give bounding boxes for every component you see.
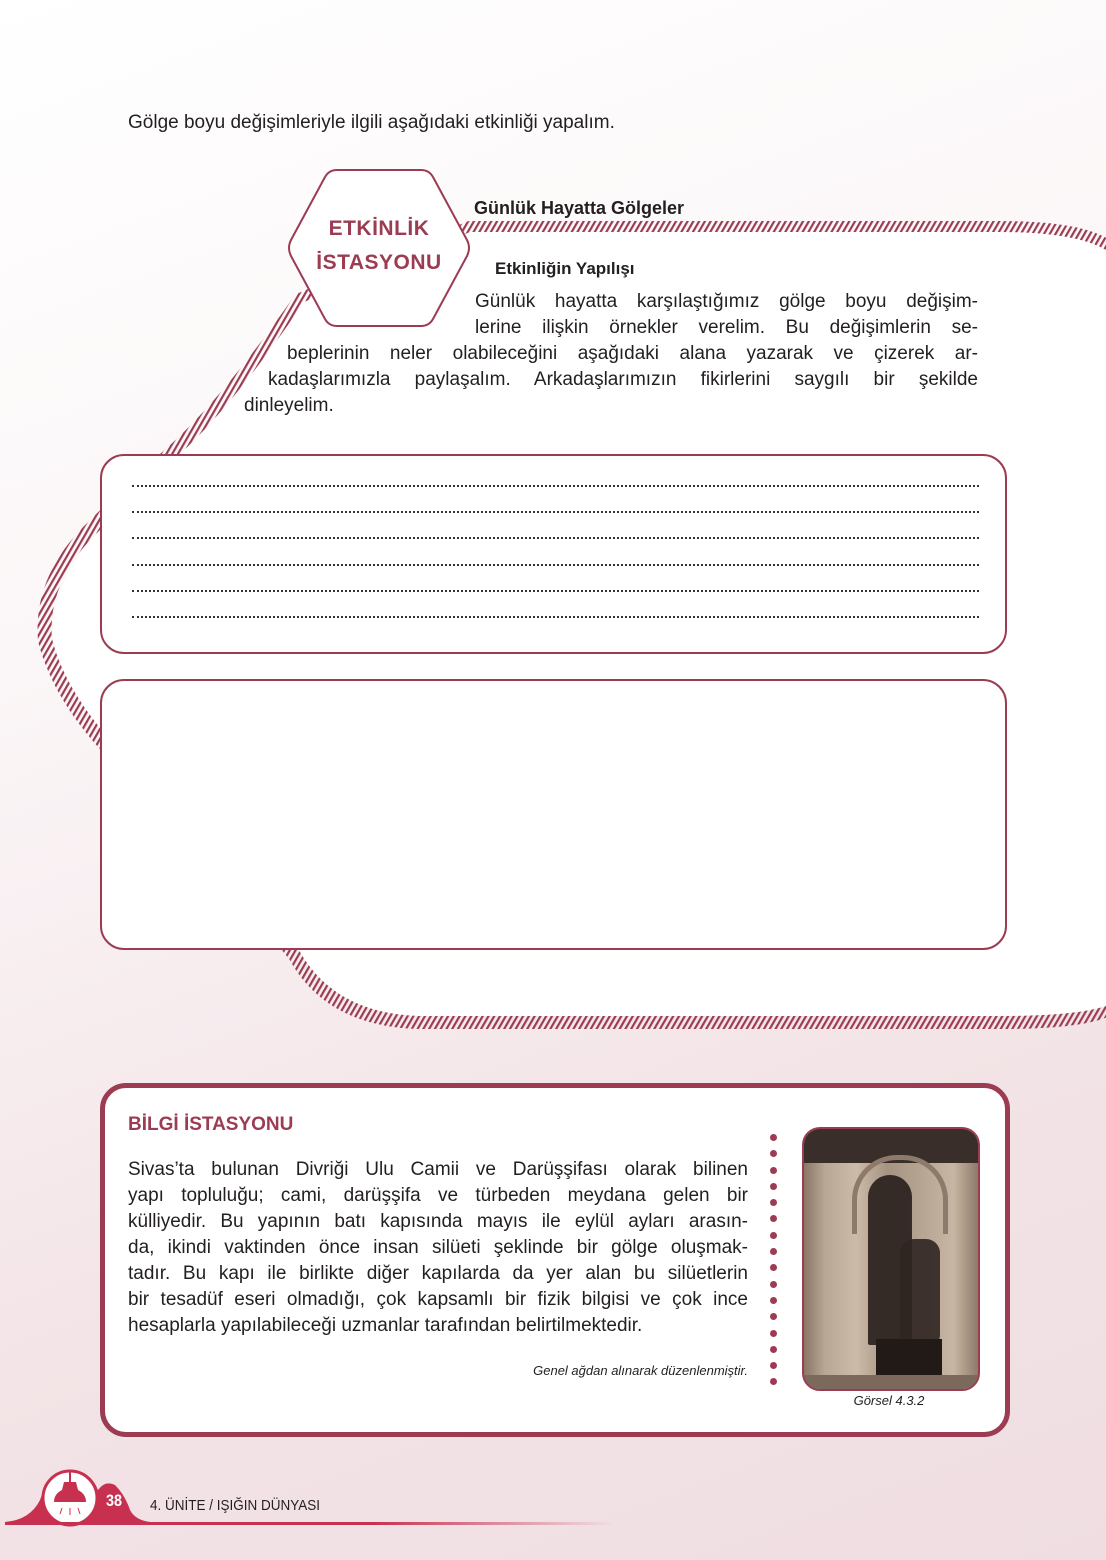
info-title: BİLGİ İSTASYONU (128, 1114, 294, 1135)
info-line: hesaplarla yapılabileceği uzmanlar tarafından belirtilmektedir. (128, 1315, 643, 1336)
footer-rule (5, 1522, 615, 1525)
writing-line[interactable] (132, 564, 979, 566)
page-number: 38 (105, 1491, 123, 1510)
activity-paragraph-line: lerine ilişkin örnekler verelim. Bu değişimlerin se- (475, 317, 978, 338)
badge-line-2: İSTASYONU (316, 251, 442, 274)
info-paragraph (128, 1157, 748, 1339)
activity-title: Günlük Hayatta Gölgeler (474, 198, 685, 218)
image-caption: Görsel 4.3.2 (853, 1393, 925, 1408)
writing-line[interactable] (132, 616, 979, 618)
intro-text: Gölge boyu değişimleriyle ilgili aşağıdaki etkinliği yapalım. (128, 112, 615, 133)
writing-line[interactable] (132, 590, 979, 592)
info-line: bir tesadüf eseri olmadığı, çok kapsamlı bir fizik bilgisi ve çok ince (128, 1289, 748, 1310)
divrigi-door-photo (802, 1127, 980, 1391)
activity-paragraph-line: kadaşlarımızla paylaşalım. Arkadaşlarımızın fikirlerini saygılı bir şekilde (268, 369, 978, 390)
dotted-divider (770, 1134, 778, 1395)
writing-line[interactable] (132, 537, 979, 539)
badge-line-1: ETKİNLİK (328, 217, 430, 240)
unit-title: 4. ÜNİTE / IŞIĞIN DÜNYASI (150, 1497, 321, 1514)
activity-paragraph-line: Günlük hayatta karşılaştığımız gölge boyu değişim- (475, 291, 978, 312)
writing-line[interactable] (132, 485, 979, 487)
lamp-icon (0, 1460, 160, 1530)
info-line: yapı topluluğu; cami, darüşşifa ve türbeden meydana gelen bir (128, 1185, 748, 1206)
drawing-area[interactable] (100, 679, 1007, 950)
activity-subtitle: Etkinliğin Yapılışı (495, 259, 635, 278)
badge-label (287, 212, 471, 280)
source-note: Genel ağdan alınarak düzenlenmiştir. (533, 1363, 748, 1378)
info-line: tadır. Bu kapı ile birlikte diğer kapılarda da yer alan bu silüetlerin (128, 1263, 748, 1284)
writing-line[interactable] (132, 511, 979, 513)
activity-paragraph-line: beplerinin neler olabileceğini aşağıdaki alana yazarak ve çizerek ar- (287, 343, 978, 364)
writing-area[interactable] (100, 454, 1007, 654)
info-line: da, ikindi vaktinden önce insan silüeti şeklinde bir gölge oluşmak- (128, 1237, 748, 1258)
info-line: Sivas’ta bulunan Divriği Ulu Camii ve Darüşşifası olarak bilinen (128, 1159, 748, 1180)
activity-paragraph-line: dinleyelim. (244, 395, 334, 416)
info-line: külliyedir. Bu yapının batı kapısında mayıs ile eylül ayları arasın- (128, 1211, 748, 1232)
